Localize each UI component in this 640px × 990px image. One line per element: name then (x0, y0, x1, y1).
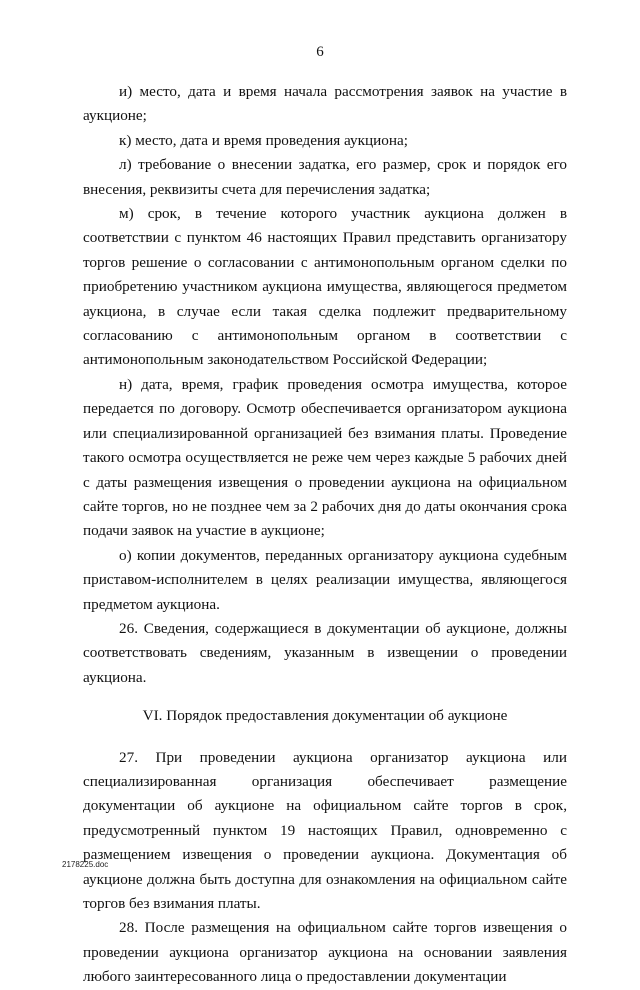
paragraph-27: 27. При проведении аукциона организатор аукциона или специализированная организация обеспечивает размещение документации об аукционе на официальном сайте торгов в срок, предусмотренный пунктом 19 настоящих Правил, одновременно с размещением извещения о проведении аукциона. Документация об аукционе должна быть доступна для ознакомления на официальном сайте торгов без взимания платы. (83, 748, 567, 912)
paragraph-item-k: к) место, дата и время проведения аукциона; (119, 131, 408, 149)
paragraph-28: 28. После размещения на официальном сайте торгов извещения о проведении аукциона организатор аукциона на основании заявления любого заинтересованного лица о предоставлении документации (83, 919, 567, 986)
paragraph-item-i: и) место, дата и время начала рассмотрения заявок на участие в аукционе; (83, 83, 567, 125)
document-body (83, 80, 567, 990)
paragraph-item-n: н) дата, время, график проведения осмотра имущества, которое передается по договору. Осмотр обеспечивается организатором аукциона или специализированной организацией без взимания платы. Проведение такого осмотра осуществляется не реже чем через каждые 5 рабочих дней с даты размещения извещения о проведении аукциона на официальном сайте торгов, но не позднее чем за 2 рабочих дня до даты окончания срока подачи заявок на участие в аукционе; (83, 375, 567, 540)
page-number: 6 (316, 44, 324, 60)
section-heading: VI. Порядок предоставления документации об аукционе (142, 707, 508, 725)
paragraph-26: 26. Сведения, содержащиеся в документации об аукционе, должны соответствовать сведениям, указанным в извещении о проведении аукциона. (83, 619, 567, 686)
paragraph-item-l: л) требование о внесении задатка, его размер, срок и порядок его внесения, реквизиты счета для перечисления задатка; (83, 156, 567, 198)
footer-filename: 2178225.doc (62, 860, 109, 869)
paragraph-item-o: о) копии документов, переданных организатору аукциона судебным приставом-исполнителем в целях реализации имущества, являющегося предметом аукциона. (83, 546, 567, 613)
paragraph-item-m: м) срок, в течение которого участник аукциона должен в соответствии с пунктом 46 настоящих Правил представить организатору торгов решение о согласовании с антимонопольным органом сделки по приобретению участником аукциона имущества, являющегося предметом аукциона, в случае если такая сделка подлежит предварительному согласованию с антимонопольным органом в соответствии с антимонопольным законодательством Российской Федерации; (83, 205, 567, 369)
